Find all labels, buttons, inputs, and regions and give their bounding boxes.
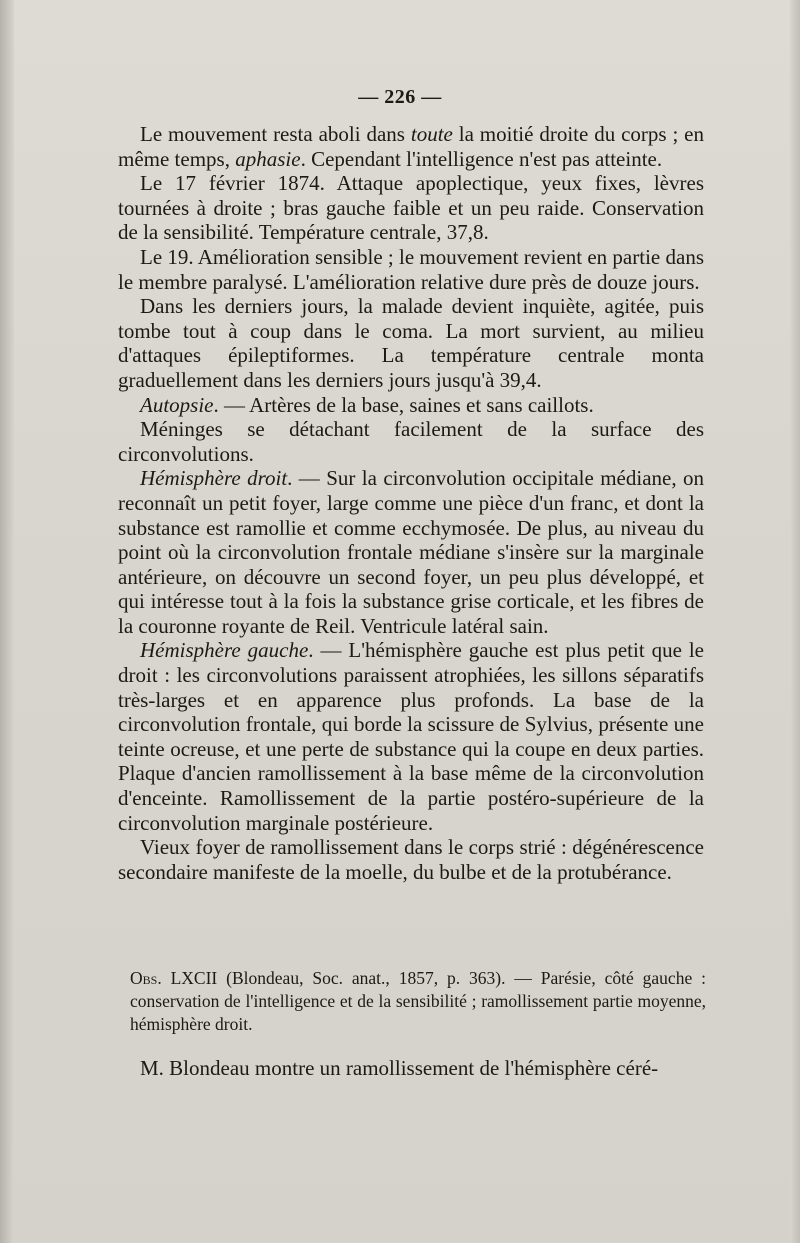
- observation-label: Obs. LXCII: [130, 968, 218, 988]
- main-text: [118, 122, 704, 884]
- paragraph-4: Dans les derniers jours, la malade devient inquiète, agitée, puis tombe tout à coup dans le coma. La mort survient, au milieu d'attaques épileptiformes. La température centrale monta graduellement dans les derniers jours jusqu'à 39,4.: [118, 294, 704, 392]
- paragraph-1: Le mouvement resta aboli dans toute la moitié droite du corps ; en même temps, aphasie. Cependant l'intelligence n'est pas atteinte.: [118, 122, 704, 171]
- paragraph-3: Le 19. Amélioration sensible ; le mouvement revient en partie dans le membre paralysé. L'amélioration relative dure près de douze jours.: [118, 244, 704, 294]
- paragraph-old-focus: Vieux foyer de ramollissement dans le corps strié : dégénérescence secondaire manifeste de la moelle, du bulbe et de la protubérance.: [118, 835, 704, 884]
- paragraph-right-hemisphere: Hémisphère droit. — Sur la circonvolution occipitale médiane, on reconnaît un petit foyer, large comme une pièce d'un franc, et dont la substance est ramollie et comme ecchymosée. De plus, au niveau du point où la circonvolution frontale médiane s'insère sur la marginale antérieure, on découvre un second foyer, un peu plus développé, et qui intéresse tout à la fois la substance grise corticale, et les fibres de la couronne royante de Reil. Ventricule latéral sain.: [118, 466, 704, 638]
- final-text: [118, 1056, 708, 1081]
- paragraph-left-hemisphere: Hémisphère gauche. — L'hémisphère gauche est plus petit que le droit : les circonvolutions paraissent atrophiées, les sillons séparatifs très-larges et en apparence plus profonds. La base de la circonvolution frontale, qui borde la scissure de Sylvius, présente une teinte ocreuse, et une perte de substance qui la coupe en deux parties. Plaque d'ancien ramollissement à la base même de la circonvolution d'enceinte. Ramollissement de la partie postéro-supérieure de la circonvolution marginale postérieure.: [118, 638, 704, 835]
- paragraph-autopsy: Autopsie. — Artères de la base, saines et sans caillots.: [140, 392, 594, 417]
- observation-text: (Blondeau, Soc. anat., 1857, p. 363). — Parésie, côté gauche : conservation de l'intelligence et de la sensibilité ; ramollissement partie moyenne, hémisphère droit.: [130, 968, 706, 1034]
- paragraph-meninges: Méninges se détachant facilement de la surface des circonvolutions.: [118, 417, 704, 466]
- page-number: — 226 —: [358, 86, 442, 108]
- final-paragraph: M. Blondeau montre un ramollissement de l'hémisphère céré-: [140, 1056, 659, 1080]
- paragraph-2: Le 17 février 1874. Attaque apoplectique, yeux fixes, lèvres tournées à droite ; bras gauche faible et un peu raide. Conservation de la sensibilité. Température centrale, 37,8.: [118, 171, 704, 245]
- observation-note: [130, 967, 706, 1036]
